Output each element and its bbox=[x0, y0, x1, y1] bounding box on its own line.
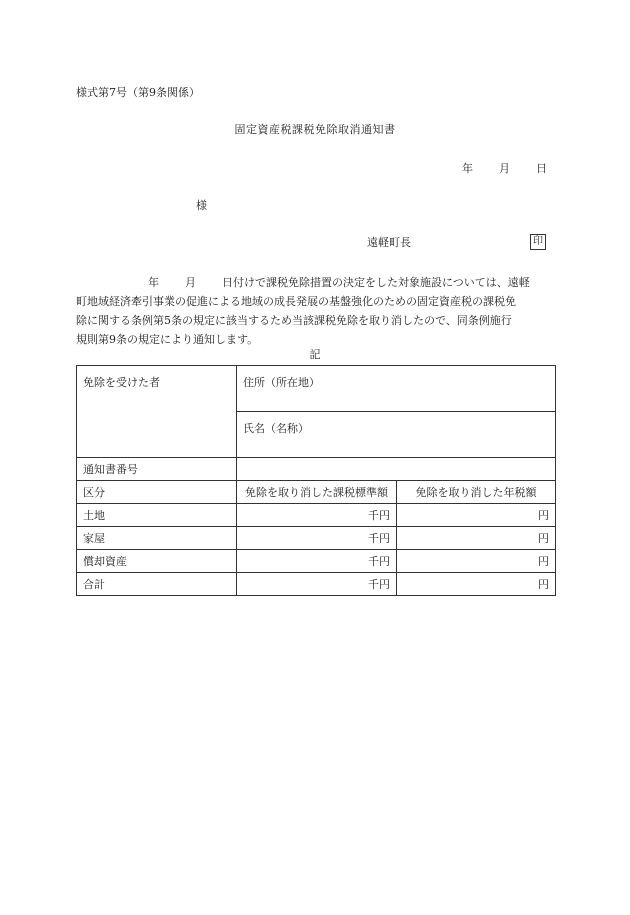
document-title: 固定資産税課税免除取消通知書 bbox=[234, 123, 396, 136]
tax-unit: 円 bbox=[397, 573, 556, 596]
recipient-suffix: 様 bbox=[196, 199, 207, 212]
table-row bbox=[77, 527, 556, 550]
date-year: 年 bbox=[462, 162, 473, 175]
tax-unit: 円 bbox=[397, 527, 556, 550]
date-line bbox=[462, 162, 547, 176]
form-number: 様式第7号（第9条関係） bbox=[76, 86, 200, 99]
exemption-table bbox=[76, 365, 556, 596]
standard-amount-header: 免除を取り消した課税標準額 bbox=[237, 481, 397, 504]
body-line-1 bbox=[76, 273, 556, 292]
standard-unit: 千円 bbox=[237, 504, 397, 527]
standard-unit: 千円 bbox=[237, 573, 397, 596]
body-month: 月 bbox=[185, 276, 196, 289]
body-line-2: 町地域経済牽引事業の促進による地域の成長発展の基盤強化のための固定資産税の課税免 bbox=[76, 295, 516, 308]
row-label: 土地 bbox=[77, 504, 237, 527]
standard-unit: 千円 bbox=[237, 550, 397, 573]
date-month: 月 bbox=[499, 162, 510, 175]
ki-heading: 記 bbox=[309, 348, 321, 361]
issuer-name: 遠軽町長 bbox=[367, 236, 411, 249]
row-label: 家屋 bbox=[77, 527, 237, 550]
table-row bbox=[77, 573, 556, 596]
table-row bbox=[77, 550, 556, 573]
tax-unit: 円 bbox=[397, 504, 556, 527]
address-label: 住所（所在地） bbox=[237, 366, 556, 412]
tax-amount-header: 免除を取り消した年税額 bbox=[397, 481, 556, 504]
row-label: 合計 bbox=[77, 573, 237, 596]
tax-unit: 円 bbox=[397, 550, 556, 573]
body-line-3: 除に関する条例第5条の規定に該当するため当該課税免除を取り消したので、同条例施行 bbox=[76, 314, 512, 327]
body-line-1-text: 日付けで課税免除措置の決定をした対象施設については、遠軽 bbox=[222, 276, 530, 289]
exempted-person-label: 免除を受けた者 bbox=[77, 366, 237, 458]
seal-mark: 印 bbox=[530, 234, 546, 250]
body-year: 年 bbox=[148, 276, 159, 289]
notice-body bbox=[76, 273, 556, 349]
date-day: 日 bbox=[536, 162, 547, 175]
notice-number-label: 通知書番号 bbox=[77, 458, 237, 481]
row-label: 償却資産 bbox=[77, 550, 237, 573]
table-row bbox=[77, 504, 556, 527]
notice-number-value bbox=[237, 458, 556, 481]
name-label: 氏名（名称） bbox=[237, 412, 556, 458]
body-line-4: 規則第9条の規定により通知します。 bbox=[76, 333, 259, 346]
category-header: 区分 bbox=[77, 481, 237, 504]
standard-unit: 千円 bbox=[237, 527, 397, 550]
